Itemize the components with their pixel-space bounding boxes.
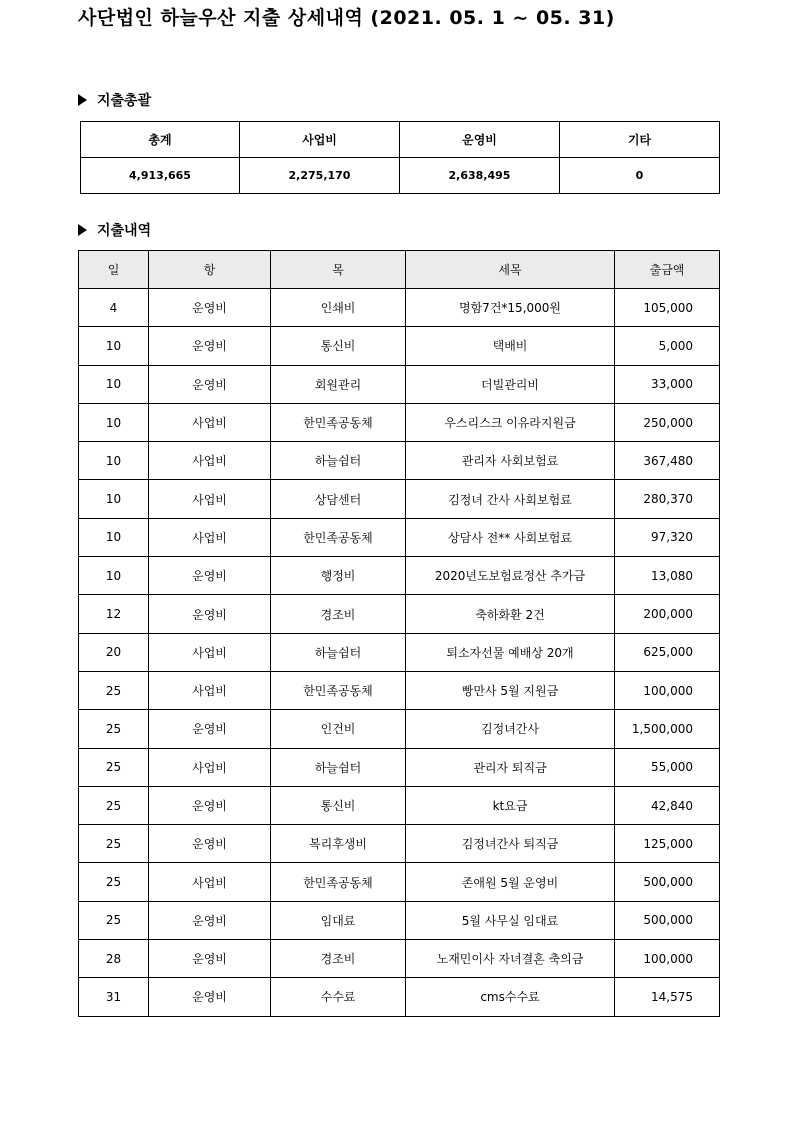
table-row xyxy=(79,978,720,1016)
cell-subitem: kt요금 xyxy=(406,786,615,824)
summary-header-operating: 운영비 xyxy=(400,122,560,158)
table-row xyxy=(79,557,720,595)
cell-item: 한민족공동체 xyxy=(271,671,406,709)
cell-subitem: 축하화환 2건 xyxy=(406,595,615,633)
cell-item: 통신비 xyxy=(271,327,406,365)
cell-subitem: 관리자 퇴직금 xyxy=(406,748,615,786)
cell-item: 한민족공동체 xyxy=(271,518,406,556)
cell-day: 12 xyxy=(79,595,149,633)
cell-category: 운영비 xyxy=(149,595,271,633)
cell-day: 20 xyxy=(79,633,149,671)
cell-amount: 97,320 xyxy=(615,518,720,556)
cell-subitem: 관리자 사회보험료 xyxy=(406,442,615,480)
table-row xyxy=(79,940,720,978)
cell-category: 사업비 xyxy=(149,480,271,518)
triangle-bullet-icon xyxy=(78,94,87,106)
cell-amount: 42,840 xyxy=(615,786,720,824)
summary-table xyxy=(80,121,720,194)
table-row xyxy=(79,863,720,901)
summary-value-operating: 2,638,495 xyxy=(400,158,560,194)
cell-item: 통신비 xyxy=(271,786,406,824)
cell-day: 10 xyxy=(79,442,149,480)
table-row xyxy=(79,365,720,403)
cell-day: 25 xyxy=(79,786,149,824)
cell-amount: 100,000 xyxy=(615,671,720,709)
detail-heading xyxy=(78,220,151,240)
summary-header-total: 총계 xyxy=(81,122,240,158)
summary-value-row xyxy=(81,158,720,194)
cell-subitem: 더빌관리비 xyxy=(406,365,615,403)
cell-item: 경조비 xyxy=(271,595,406,633)
cell-subitem: 빵만사 5월 지원금 xyxy=(406,671,615,709)
table-row xyxy=(79,633,720,671)
cell-item: 행정비 xyxy=(271,557,406,595)
cell-category: 사업비 xyxy=(149,863,271,901)
cell-item: 한민족공동체 xyxy=(271,403,406,441)
cell-amount: 280,370 xyxy=(615,480,720,518)
cell-subitem: 존애원 5월 운영비 xyxy=(406,863,615,901)
cell-category: 운영비 xyxy=(149,327,271,365)
cell-subitem: 우스리스크 이유라지원금 xyxy=(406,403,615,441)
page-title: 사단법인 하늘우산 지출 상세내역 (2021. 05. 1 ~ 05. 31) xyxy=(78,7,615,29)
table-row xyxy=(79,825,720,863)
cell-subitem: cms수수료 xyxy=(406,978,615,1016)
cell-item: 하늘쉼터 xyxy=(271,442,406,480)
cell-item: 하늘쉼터 xyxy=(271,748,406,786)
summary-value-total: 4,913,665 xyxy=(81,158,240,194)
expense-detail-table xyxy=(78,250,720,1017)
cell-day: 10 xyxy=(79,518,149,556)
cell-category: 운영비 xyxy=(149,940,271,978)
cell-subitem: 택배비 xyxy=(406,327,615,365)
table-row xyxy=(79,595,720,633)
cell-amount: 14,575 xyxy=(615,978,720,1016)
cell-category: 사업비 xyxy=(149,518,271,556)
summary-header-row xyxy=(81,122,720,158)
cell-category: 운영비 xyxy=(149,901,271,939)
cell-amount: 55,000 xyxy=(615,748,720,786)
cell-day: 10 xyxy=(79,365,149,403)
summary-header-other: 기타 xyxy=(560,122,720,158)
cell-category: 운영비 xyxy=(149,289,271,327)
summary-heading xyxy=(78,90,151,110)
table-row xyxy=(79,442,720,480)
cell-category: 운영비 xyxy=(149,786,271,824)
cell-day: 28 xyxy=(79,940,149,978)
cell-subitem: 노재민이사 자녀결혼 축의금 xyxy=(406,940,615,978)
cell-amount: 500,000 xyxy=(615,863,720,901)
cell-day: 10 xyxy=(79,403,149,441)
cell-category: 사업비 xyxy=(149,403,271,441)
cell-day: 10 xyxy=(79,480,149,518)
cell-category: 사업비 xyxy=(149,671,271,709)
cell-amount: 200,000 xyxy=(615,595,720,633)
cell-amount: 5,000 xyxy=(615,327,720,365)
cell-subitem: 명함7건*15,000원 xyxy=(406,289,615,327)
detail-heading-label: 지출내역 xyxy=(97,223,152,239)
cell-amount: 1,500,000 xyxy=(615,710,720,748)
cell-amount: 250,000 xyxy=(615,403,720,441)
cell-day: 10 xyxy=(79,557,149,595)
cell-category: 운영비 xyxy=(149,365,271,403)
table-row xyxy=(79,289,720,327)
cell-amount: 367,480 xyxy=(615,442,720,480)
cell-day: 25 xyxy=(79,710,149,748)
detail-header-amount: 출금액 xyxy=(615,251,720,289)
cell-item: 임대료 xyxy=(271,901,406,939)
cell-category: 운영비 xyxy=(149,710,271,748)
cell-day: 25 xyxy=(79,825,149,863)
cell-amount: 105,000 xyxy=(615,289,720,327)
summary-value-business: 2,275,170 xyxy=(240,158,400,194)
cell-subitem: 김정녀간사 xyxy=(406,710,615,748)
cell-amount: 13,080 xyxy=(615,557,720,595)
triangle-bullet-icon xyxy=(78,224,87,236)
cell-amount: 33,000 xyxy=(615,365,720,403)
cell-category: 운영비 xyxy=(149,825,271,863)
cell-amount: 500,000 xyxy=(615,901,720,939)
cell-subitem: 김정녀 간사 사회보험료 xyxy=(406,480,615,518)
table-row xyxy=(79,518,720,556)
detail-header-category: 항 xyxy=(149,251,271,289)
table-row xyxy=(79,327,720,365)
cell-day: 10 xyxy=(79,327,149,365)
summary-heading-label: 지출총괄 xyxy=(97,93,152,109)
detail-header-day: 일 xyxy=(79,251,149,289)
cell-item: 하늘쉼터 xyxy=(271,633,406,671)
table-row xyxy=(79,403,720,441)
cell-category: 사업비 xyxy=(149,633,271,671)
table-row xyxy=(79,748,720,786)
cell-item: 수수료 xyxy=(271,978,406,1016)
table-row xyxy=(79,710,720,748)
cell-category: 운영비 xyxy=(149,978,271,1016)
cell-subitem: 퇴소자선물 예배상 20개 xyxy=(406,633,615,671)
cell-category: 사업비 xyxy=(149,442,271,480)
cell-day: 25 xyxy=(79,901,149,939)
detail-header-row xyxy=(79,251,720,289)
cell-amount: 100,000 xyxy=(615,940,720,978)
summary-value-other: 0 xyxy=(560,158,720,194)
cell-item: 인쇄비 xyxy=(271,289,406,327)
cell-item: 복리후생비 xyxy=(271,825,406,863)
cell-item: 상담센터 xyxy=(271,480,406,518)
detail-header-item: 목 xyxy=(271,251,406,289)
cell-day: 31 xyxy=(79,978,149,1016)
cell-subitem: 5월 사무실 임대료 xyxy=(406,901,615,939)
cell-subitem: 상담사 전** 사회보험료 xyxy=(406,518,615,556)
cell-amount: 625,000 xyxy=(615,633,720,671)
table-row xyxy=(79,480,720,518)
cell-amount: 125,000 xyxy=(615,825,720,863)
cell-category: 사업비 xyxy=(149,748,271,786)
cell-day: 25 xyxy=(79,671,149,709)
cell-item: 경조비 xyxy=(271,940,406,978)
cell-day: 4 xyxy=(79,289,149,327)
detail-header-subitem: 세목 xyxy=(406,251,615,289)
cell-item: 회원관리 xyxy=(271,365,406,403)
cell-subitem: 2020년도보험료정산 추가금 xyxy=(406,557,615,595)
table-row xyxy=(79,901,720,939)
summary-header-business: 사업비 xyxy=(240,122,400,158)
cell-item: 한민족공동체 xyxy=(271,863,406,901)
cell-day: 25 xyxy=(79,863,149,901)
cell-day: 25 xyxy=(79,748,149,786)
table-row xyxy=(79,786,720,824)
cell-item: 인건비 xyxy=(271,710,406,748)
cell-subitem: 김정녀간사 퇴직금 xyxy=(406,825,615,863)
table-row xyxy=(79,671,720,709)
cell-category: 운영비 xyxy=(149,557,271,595)
